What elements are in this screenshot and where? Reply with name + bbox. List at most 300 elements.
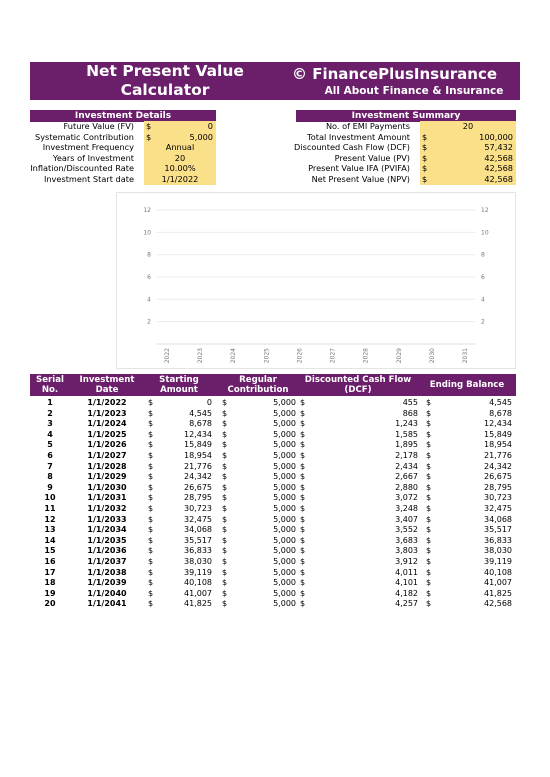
cell-dcf: 3,072 bbox=[395, 493, 418, 503]
cell-currency: $ bbox=[222, 429, 228, 439]
table-row bbox=[30, 462, 516, 473]
table-row bbox=[30, 472, 516, 483]
summary-currency: $ bbox=[422, 174, 428, 184]
details-value-cell bbox=[144, 132, 216, 143]
details-value-cell bbox=[144, 142, 216, 153]
table-row bbox=[30, 557, 516, 568]
cell-dcf: 1,243 bbox=[395, 419, 418, 429]
cell-date: 1/1/2032 bbox=[87, 504, 127, 513]
details-row bbox=[0, 163, 220, 174]
x-tick-label: 2030 bbox=[428, 348, 436, 364]
cell-dcf: 4,011 bbox=[395, 567, 418, 577]
cell-ending: 40,108 bbox=[484, 567, 512, 577]
summary-value: 57,432 bbox=[484, 142, 513, 153]
cell-currency: $ bbox=[148, 567, 154, 577]
details-row bbox=[0, 153, 220, 164]
cell-starting: 41,007 bbox=[184, 588, 212, 598]
details-value-cell bbox=[144, 163, 216, 174]
cell-date: 1/1/2028 bbox=[87, 461, 127, 471]
cell-serial: 3 bbox=[47, 419, 53, 429]
cell-regular: 5,000 bbox=[273, 588, 296, 598]
y-tick-right: 2 bbox=[481, 318, 485, 326]
cell-ending: 41,007 bbox=[484, 578, 512, 588]
cell-ending: 8,678 bbox=[489, 408, 512, 418]
cell-currency: $ bbox=[222, 578, 228, 588]
summary-value-cell bbox=[420, 153, 516, 164]
cell-dcf: 4,182 bbox=[395, 588, 418, 598]
cell-date: 1/1/2024 bbox=[87, 419, 127, 429]
table-row bbox=[30, 589, 516, 600]
cell-serial: 5 bbox=[47, 440, 53, 450]
cell-starting: 35,517 bbox=[184, 535, 212, 545]
cell-dcf: 1,895 bbox=[395, 440, 418, 450]
cell-regular: 5,000 bbox=[273, 535, 296, 545]
y-tick-left: 2 bbox=[147, 318, 151, 326]
cell-ending: 12,434 bbox=[484, 419, 512, 429]
details-value: 20 bbox=[174, 152, 186, 163]
brand-subtitle: All About Finance & Insurance bbox=[324, 85, 504, 97]
cell-serial: 16 bbox=[44, 557, 56, 566]
cell-currency: $ bbox=[426, 599, 432, 609]
cell-currency: $ bbox=[426, 557, 432, 566]
cell-currency: $ bbox=[148, 429, 154, 439]
cell-ending: 38,030 bbox=[484, 546, 512, 556]
cell-currency: $ bbox=[426, 482, 432, 492]
cell-currency: $ bbox=[222, 408, 228, 418]
table-row bbox=[30, 398, 516, 409]
table-row bbox=[30, 493, 516, 504]
cell-ending: 35,517 bbox=[484, 525, 512, 535]
cell-starting: 0 bbox=[206, 398, 212, 407]
cell-date: 1/1/2026 bbox=[87, 440, 127, 450]
cell-currency: $ bbox=[222, 461, 228, 471]
cell-currency: $ bbox=[300, 504, 306, 513]
table-row bbox=[30, 409, 516, 420]
cell-currency: $ bbox=[148, 535, 154, 545]
summary-currency: $ bbox=[422, 163, 428, 174]
brand-title: © FinancePlusInsurance bbox=[292, 65, 498, 83]
cell-currency: $ bbox=[222, 546, 228, 556]
cell-serial: 6 bbox=[47, 451, 53, 460]
cell-dcf: 868 bbox=[402, 408, 418, 418]
cell-currency: $ bbox=[148, 588, 154, 598]
cell-starting: 34,068 bbox=[184, 525, 212, 535]
cell-starting: 38,030 bbox=[184, 557, 212, 566]
cell-currency: $ bbox=[148, 408, 154, 418]
cell-currency: $ bbox=[148, 546, 154, 556]
cell-date: 1/1/2040 bbox=[87, 588, 127, 598]
cell-currency: $ bbox=[222, 599, 228, 609]
cell-dcf: 3,248 bbox=[395, 504, 418, 513]
cell-starting: 8,678 bbox=[189, 419, 212, 429]
cell-regular: 5,000 bbox=[273, 461, 296, 471]
x-tick-label: 2027 bbox=[329, 348, 337, 364]
table-row bbox=[30, 419, 516, 430]
x-tick-label: 2023 bbox=[197, 348, 205, 364]
cell-currency: $ bbox=[148, 461, 154, 471]
cell-currency: $ bbox=[148, 525, 154, 535]
table-row bbox=[30, 568, 516, 579]
cell-ending: 21,776 bbox=[484, 451, 512, 460]
investment-details-header: Investment Details bbox=[30, 110, 216, 122]
cell-regular: 5,000 bbox=[273, 472, 296, 482]
th-serial: Serial No. bbox=[36, 375, 64, 395]
cell-currency: $ bbox=[148, 451, 154, 460]
cell-regular: 5,000 bbox=[273, 567, 296, 577]
summary-label: Discounted Cash Flow (DCF) bbox=[294, 142, 410, 153]
cell-serial: 17 bbox=[44, 567, 56, 577]
summary-row bbox=[280, 142, 520, 153]
cell-regular: 5,000 bbox=[273, 493, 296, 503]
cell-starting: 40,108 bbox=[184, 578, 212, 588]
cell-starting: 30,723 bbox=[184, 504, 212, 513]
cell-date: 1/1/2033 bbox=[87, 514, 127, 524]
details-label: Years of Investment bbox=[52, 152, 134, 163]
details-value: 0 bbox=[207, 121, 213, 131]
cell-regular: 5,000 bbox=[273, 546, 296, 556]
cell-date: 1/1/2041 bbox=[87, 599, 127, 609]
cell-serial: 1 bbox=[47, 398, 53, 407]
cell-currency: $ bbox=[222, 535, 228, 545]
cell-currency: $ bbox=[148, 398, 154, 407]
cell-regular: 5,000 bbox=[273, 578, 296, 588]
cell-currency: $ bbox=[300, 578, 306, 588]
cell-currency: $ bbox=[426, 588, 432, 598]
summary-label: Total Investment Amount bbox=[307, 131, 410, 142]
cell-currency: $ bbox=[222, 472, 228, 482]
summary-value: 100,000 bbox=[479, 131, 513, 142]
cell-ending: 26,675 bbox=[484, 472, 512, 482]
cell-ending: 4,545 bbox=[489, 398, 512, 407]
summary-row bbox=[280, 174, 520, 185]
cell-currency: $ bbox=[426, 461, 432, 471]
summary-row bbox=[280, 153, 520, 164]
cell-currency: $ bbox=[148, 482, 154, 492]
x-tick-label: 2022 bbox=[164, 348, 171, 364]
cell-currency: $ bbox=[300, 493, 306, 503]
y-tick-left: 6 bbox=[147, 274, 151, 281]
cell-currency: $ bbox=[222, 419, 228, 429]
cell-ending: 32,475 bbox=[484, 504, 512, 513]
summary-value: 42,568 bbox=[484, 163, 513, 174]
cell-starting: 28,795 bbox=[184, 493, 212, 503]
y-tick-right: 8 bbox=[481, 251, 485, 259]
y-tick-right: 12 bbox=[481, 207, 489, 214]
cell-regular: 5,000 bbox=[273, 408, 296, 418]
details-row bbox=[0, 142, 220, 153]
cell-currency: $ bbox=[222, 440, 228, 450]
table-row bbox=[30, 504, 516, 515]
cell-date: 1/1/2027 bbox=[87, 451, 127, 460]
summary-value: 20 bbox=[462, 121, 474, 131]
cell-currency: $ bbox=[222, 525, 228, 535]
cell-currency: $ bbox=[148, 514, 154, 524]
cell-currency: $ bbox=[300, 440, 306, 450]
cell-currency: $ bbox=[300, 599, 306, 609]
cell-serial: 13 bbox=[44, 525, 56, 535]
x-tick-label: 2028 bbox=[362, 348, 370, 364]
x-tick-label: 2031 bbox=[462, 348, 469, 364]
cell-dcf: 3,803 bbox=[395, 546, 418, 556]
th-date: Investment Date bbox=[79, 375, 135, 395]
cell-currency: $ bbox=[426, 440, 432, 450]
cell-starting: 39,119 bbox=[184, 567, 212, 577]
x-tick-label: 2024 bbox=[230, 348, 238, 364]
y-tick-left: 10 bbox=[143, 229, 151, 237]
details-row bbox=[0, 174, 220, 185]
cell-currency: $ bbox=[148, 557, 154, 566]
page-title-line2: Calculator bbox=[120, 81, 210, 99]
cell-currency: $ bbox=[148, 504, 154, 513]
chart-svg bbox=[117, 193, 515, 368]
cell-currency: $ bbox=[300, 451, 306, 460]
summary-label: No. of EMI Payments bbox=[325, 121, 410, 131]
cell-currency: $ bbox=[222, 398, 228, 407]
summary-value-cell bbox=[420, 121, 516, 132]
y-tick-left: 8 bbox=[147, 251, 151, 259]
details-row bbox=[0, 121, 220, 132]
th-dcf: Discounted Cash Flow (DCF) bbox=[304, 375, 412, 395]
cell-date: 1/1/2029 bbox=[87, 472, 127, 482]
cell-date: 1/1/2031 bbox=[87, 493, 127, 503]
cell-currency: $ bbox=[300, 398, 306, 407]
cell-currency: $ bbox=[148, 472, 154, 482]
cell-ending: 30,723 bbox=[484, 493, 512, 503]
cell-ending: 18,954 bbox=[484, 440, 512, 450]
y-tick-right: 10 bbox=[481, 229, 489, 237]
y-tick-left: 4 bbox=[147, 296, 151, 304]
cell-regular: 5,000 bbox=[273, 525, 296, 535]
cell-ending: 36,833 bbox=[484, 535, 512, 545]
cell-currency: $ bbox=[426, 578, 432, 588]
cell-currency: $ bbox=[426, 429, 432, 439]
cell-regular: 5,000 bbox=[273, 514, 296, 524]
cell-currency: $ bbox=[222, 557, 228, 566]
details-value-cell bbox=[144, 174, 216, 185]
x-tick-label: 2026 bbox=[296, 348, 304, 364]
table-row bbox=[30, 536, 516, 547]
cell-dcf: 3,552 bbox=[395, 525, 418, 535]
cell-ending: 42,568 bbox=[484, 599, 512, 609]
cell-ending: 41,825 bbox=[484, 588, 512, 598]
details-row bbox=[0, 132, 220, 143]
cell-currency: $ bbox=[300, 429, 306, 439]
cell-currency: $ bbox=[300, 482, 306, 492]
cell-currency: $ bbox=[426, 493, 432, 503]
cell-dcf: 3,407 bbox=[395, 514, 418, 524]
details-value-cell bbox=[144, 153, 216, 164]
cell-dcf: 2,178 bbox=[395, 451, 418, 460]
summary-label: Net Present Value (NPV) bbox=[311, 174, 410, 184]
table-row bbox=[30, 440, 516, 451]
cell-starting: 36,833 bbox=[184, 546, 212, 556]
cell-currency: $ bbox=[222, 451, 228, 460]
cell-currency: $ bbox=[426, 546, 432, 556]
cell-dcf: 2,434 bbox=[395, 461, 418, 471]
cell-dcf: 2,667 bbox=[395, 472, 418, 482]
cell-currency: $ bbox=[300, 535, 306, 545]
summary-label: Present Value (PV) bbox=[334, 152, 410, 163]
details-label: Future Value (FV) bbox=[63, 121, 134, 131]
cell-currency: $ bbox=[426, 504, 432, 513]
summary-row bbox=[280, 121, 520, 132]
cell-dcf: 3,912 bbox=[395, 557, 418, 566]
summary-currency: $ bbox=[422, 152, 428, 163]
y-tick-left: 12 bbox=[143, 207, 151, 214]
page-title-line1: Net Present Value bbox=[86, 62, 244, 80]
cell-currency: $ bbox=[222, 482, 228, 492]
cell-serial: 14 bbox=[44, 535, 56, 545]
cell-ending: 34,068 bbox=[484, 514, 512, 524]
cell-regular: 5,000 bbox=[273, 419, 296, 429]
cell-currency: $ bbox=[222, 493, 228, 503]
cell-dcf: 4,257 bbox=[395, 599, 418, 609]
cell-dcf: 3,683 bbox=[395, 535, 418, 545]
cell-serial: 8 bbox=[47, 472, 53, 482]
cell-currency: $ bbox=[300, 461, 306, 471]
th-starting: Starting Amount bbox=[159, 375, 199, 395]
cell-ending: 24,342 bbox=[484, 461, 512, 471]
th-ending: Ending Balance bbox=[429, 380, 505, 390]
cell-date: 1/1/2037 bbox=[87, 557, 127, 566]
cell-currency: $ bbox=[148, 599, 154, 609]
x-tick-label: 2029 bbox=[395, 348, 403, 364]
cell-dcf: 1,585 bbox=[395, 429, 418, 439]
cell-ending: 15,849 bbox=[484, 429, 512, 439]
table-row bbox=[30, 599, 516, 610]
cell-currency: $ bbox=[300, 567, 306, 577]
cell-date: 1/1/2025 bbox=[87, 429, 127, 439]
cell-currency: $ bbox=[300, 408, 306, 418]
cell-serial: 4 bbox=[47, 429, 53, 439]
summary-row bbox=[280, 132, 520, 143]
summary-value: 42,568 bbox=[484, 174, 513, 184]
details-value: 5,000 bbox=[189, 131, 213, 142]
cell-starting: 41,825 bbox=[184, 599, 212, 609]
cell-serial: 10 bbox=[44, 493, 56, 503]
cell-currency: $ bbox=[300, 546, 306, 556]
cell-currency: $ bbox=[426, 535, 432, 545]
table-row bbox=[30, 430, 516, 441]
cell-date: 1/1/2038 bbox=[87, 567, 127, 577]
cell-ending: 28,795 bbox=[484, 482, 512, 492]
th-regular: Regular Contribution bbox=[227, 375, 289, 395]
summary-value-cell bbox=[420, 142, 516, 153]
cell-serial: 7 bbox=[47, 461, 53, 471]
details-currency: $ bbox=[146, 121, 152, 131]
cell-serial: 18 bbox=[44, 578, 56, 588]
table-row bbox=[30, 578, 516, 589]
cell-date: 1/1/2039 bbox=[87, 578, 127, 588]
cell-currency: $ bbox=[300, 588, 306, 598]
cell-date: 1/1/2023 bbox=[87, 408, 127, 418]
table-row bbox=[30, 546, 516, 557]
cell-date: 1/1/2034 bbox=[87, 525, 127, 535]
cell-serial: 15 bbox=[44, 546, 56, 556]
summary-currency: $ bbox=[422, 131, 428, 142]
cell-serial: 9 bbox=[47, 482, 53, 492]
cell-regular: 5,000 bbox=[273, 398, 296, 407]
cell-starting: 32,475 bbox=[184, 514, 212, 524]
cell-dcf: 4,101 bbox=[395, 578, 418, 588]
chart-area bbox=[116, 192, 516, 369]
title-banner bbox=[30, 62, 520, 100]
cell-starting: 12,434 bbox=[184, 429, 212, 439]
cell-currency: $ bbox=[300, 514, 306, 524]
cell-serial: 2 bbox=[47, 408, 53, 418]
cell-regular: 5,000 bbox=[273, 429, 296, 439]
x-tick-label: 2025 bbox=[263, 348, 271, 364]
cell-currency: $ bbox=[426, 514, 432, 524]
cell-currency: $ bbox=[148, 493, 154, 503]
cell-date: 1/1/2036 bbox=[87, 546, 127, 556]
cell-currency: $ bbox=[426, 419, 432, 429]
summary-value-cell bbox=[420, 132, 516, 143]
cell-currency: $ bbox=[148, 419, 154, 429]
cell-serial: 20 bbox=[44, 599, 56, 609]
cell-currency: $ bbox=[148, 578, 154, 588]
cell-currency: $ bbox=[222, 514, 228, 524]
summary-row bbox=[280, 163, 520, 174]
cell-regular: 5,000 bbox=[273, 557, 296, 566]
summary-currency: $ bbox=[422, 142, 428, 153]
summary-value-cell bbox=[420, 174, 516, 185]
summary-value: 42,568 bbox=[484, 152, 513, 163]
summary-label: Present Value IFA (PVIFA) bbox=[308, 163, 410, 174]
details-label: Investment Frequency bbox=[42, 142, 134, 153]
cell-regular: 5,000 bbox=[273, 599, 296, 609]
cell-currency: $ bbox=[222, 567, 228, 577]
cell-currency: $ bbox=[426, 525, 432, 535]
details-currency: $ bbox=[146, 131, 152, 142]
cell-date: 1/1/2035 bbox=[87, 535, 127, 545]
table-row bbox=[30, 525, 516, 536]
cell-regular: 5,000 bbox=[273, 482, 296, 492]
cell-currency: $ bbox=[426, 408, 432, 418]
cell-serial: 12 bbox=[44, 514, 56, 524]
cell-currency: $ bbox=[222, 588, 228, 598]
cell-starting: 26,675 bbox=[184, 482, 212, 492]
cell-date: 1/1/2030 bbox=[87, 482, 127, 492]
cell-currency: $ bbox=[426, 398, 432, 407]
cell-regular: 5,000 bbox=[273, 440, 296, 450]
cell-currency: $ bbox=[426, 567, 432, 577]
details-label: Inflation/Discounted Rate bbox=[30, 163, 134, 174]
cell-serial: 11 bbox=[44, 504, 56, 513]
details-value: 10.00% bbox=[164, 163, 196, 174]
cell-regular: 5,000 bbox=[273, 451, 296, 460]
cell-serial: 19 bbox=[44, 588, 56, 598]
cell-starting: 4,545 bbox=[189, 408, 212, 418]
table-row bbox=[30, 451, 516, 462]
cell-currency: $ bbox=[300, 419, 306, 429]
cell-starting: 18,954 bbox=[184, 451, 212, 460]
cell-currency: $ bbox=[300, 525, 306, 535]
cell-currency: $ bbox=[222, 504, 228, 513]
cell-currency: $ bbox=[148, 440, 154, 450]
cell-currency: $ bbox=[426, 472, 432, 482]
table-row bbox=[30, 483, 516, 494]
y-tick-right: 6 bbox=[481, 274, 485, 281]
details-value: 1/1/2022 bbox=[161, 174, 199, 184]
y-tick-right: 4 bbox=[481, 296, 485, 304]
details-value: Annual bbox=[165, 142, 195, 153]
table-header bbox=[30, 374, 516, 396]
cell-starting: 15,849 bbox=[184, 440, 212, 450]
cell-currency: $ bbox=[300, 557, 306, 566]
cell-regular: 5,000 bbox=[273, 504, 296, 513]
cell-currency: $ bbox=[426, 451, 432, 460]
